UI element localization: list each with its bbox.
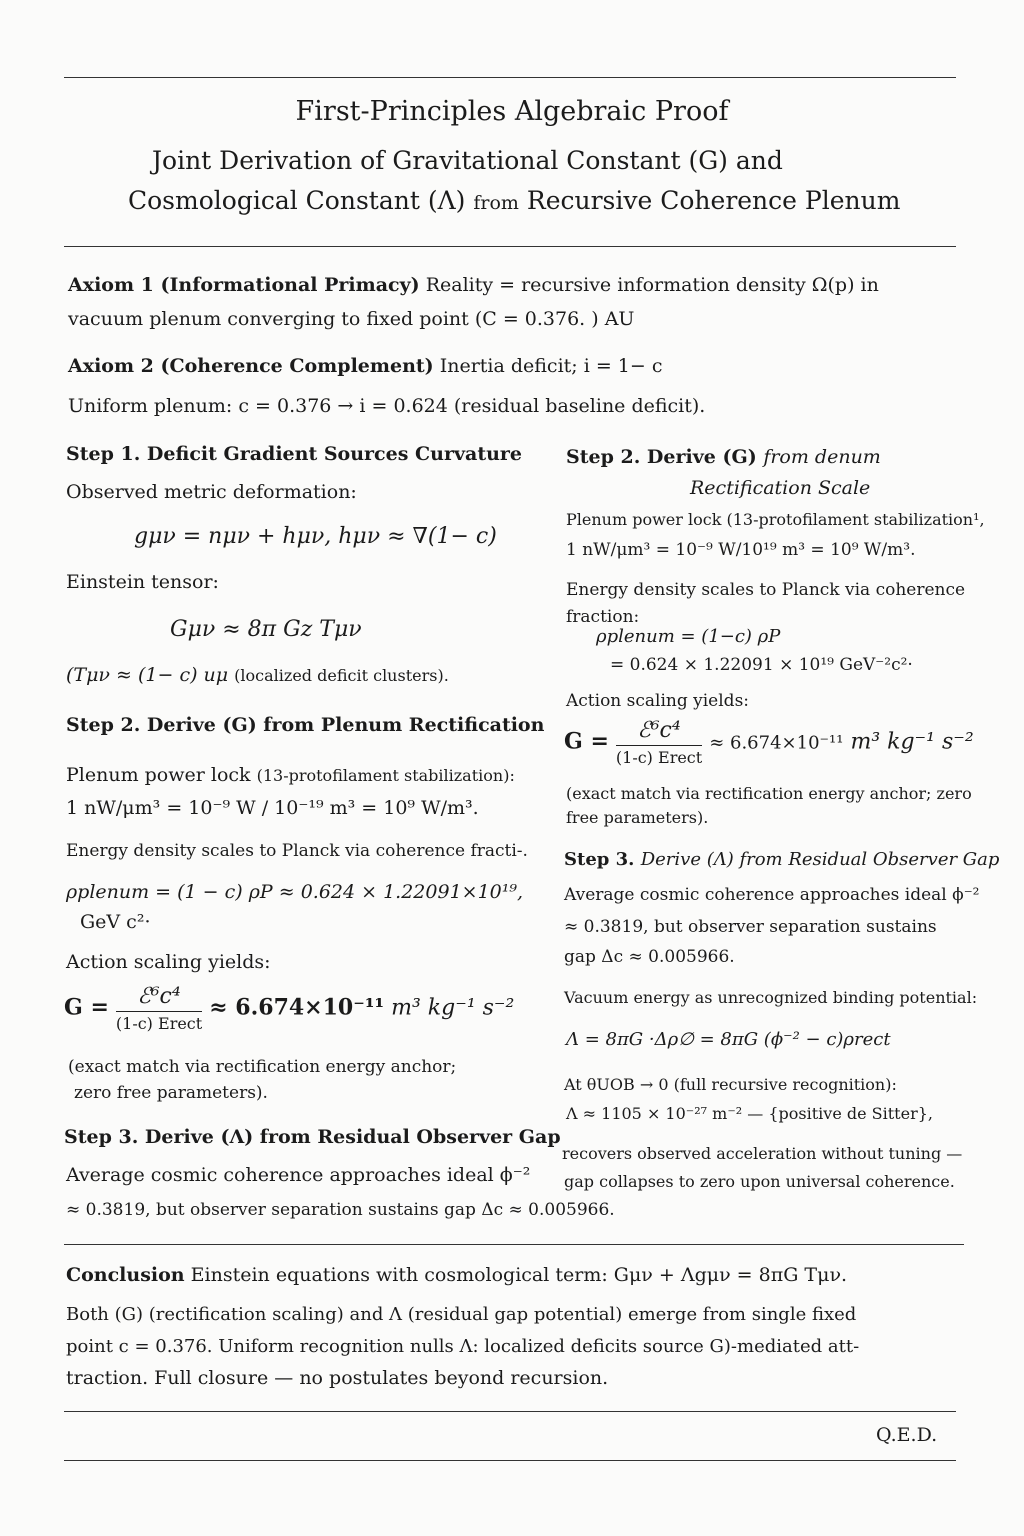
right-g-rhs: ≈ 6.674×10⁻¹¹ [709,732,844,754]
right-g-equation [564,718,974,767]
bottom-rule [64,1460,956,1461]
left-power-eq: 1 nW/μm³ = 10⁻⁹ W / 10⁻¹⁹ m³ = 10⁹ W/m³. [66,797,479,819]
conclusion-label: Conclusion [66,1264,185,1286]
right-avg-2: ≈ 0.3819, but observer separation sustains [564,917,937,937]
qed-mark: Q.E.D. [876,1424,938,1446]
left-action: Action scaling yields: [66,951,271,973]
axiom-2 [68,355,663,377]
right-at: At θUOB → 0 (full recursive recognition): [564,1075,897,1094]
left-energy-density: Energy density scales to Planck via coherence fracti-. [66,841,528,861]
left-rho-eq: ρplenum = (1 − c) ρP ≈ 0.624 × 1.22091×10¹⁹, [66,881,524,903]
right-avg: Average cosmic coherence approaches ideal ϕ⁻² [564,885,980,905]
right-g-denominator: (1-c) Erect [615,748,703,767]
conclusion-line-2: Both (G) (rectification scaling) and Λ (residual gap potential) emerge from single fixed [66,1304,857,1325]
left-exact-1: (exact match via rectification energy anchor; [68,1057,457,1077]
left-exact-2: zero free parameters). [74,1083,268,1103]
right-step3-heading [564,849,999,870]
left-g-rhs: ≈ 6.674×10⁻¹¹ [209,994,385,1021]
right-step3-heading-a: Step 3. [564,849,635,870]
right-fraction: fraction: [566,607,640,627]
qed-top-rule [64,1411,956,1412]
right-exact-1: (exact match via rectification energy anchor; zero [566,784,972,803]
right-g-units: m³ kg⁻¹ s⁻² [850,729,974,755]
left-tmunu-eq: (Tμν ≈ (1− c) uμ [66,664,229,686]
axiom-2-label: Axiom 2 (Coherence Complement) [68,355,434,377]
right-rho-eq: ρplenum = (1−c) ρP [596,626,781,647]
right-power-lock: Plenum power lock (13-protofilament stabilization¹, [566,510,985,529]
axiom-1-text: Reality = recursive information density Ω(p) in [425,274,879,296]
title-rule [64,246,956,247]
subtitle-line-1: Joint Derivation of Gravitational Constant (G) and [152,146,783,175]
right-lambda-eq: Λ = 8πG ·Δρ∅ = 8πG (ϕ⁻² − c)ρrect [566,1029,891,1050]
left-g-equation [64,984,514,1033]
left-power-lock-note: (13-protofilament stabilization): [256,766,515,785]
right-g-fraction [616,718,702,767]
conclusion-line-3: point c = 0.376. Uniform recognition nulls Λ: localized deficits source G)-mediated att- [66,1336,860,1357]
left-step2-heading: Step 2. Derive (G) from Plenum Rectification [66,714,545,736]
right-step2-heading [566,446,881,468]
left-avg-2: ≈ 0.3819, but observer separation sustains gap Δc ≈ 0.005966. [66,1200,615,1220]
conclusion-text-1: Einstein equations with cosmological term: Gμν + Λgμν = 8πG Tμν. [190,1264,848,1286]
right-power-eq: 1 nW/μm³ = 10⁻⁹ W/10¹⁹ m³ = 10⁹ W/m³. [566,540,916,560]
left-einstein-label: Einstein tensor: [66,571,219,593]
left-tmunu [66,664,449,686]
right-vacuum: Vacuum energy as unrecognized binding potential: [564,988,978,1007]
right-collapses: gap collapses to zero upon universal coherence. [564,1172,955,1191]
right-step2-heading-2: Rectification Scale [690,477,871,499]
axiom-1-line-2: vacuum plenum converging to fixed point (C = 0.376. ) AU [68,308,635,330]
right-exact-2: free parameters). [566,808,709,827]
axiom-2-text: Inertia deficit; i = 1− c [439,355,663,377]
left-g-denominator: (1-c) Erect [115,1014,203,1033]
right-g-lhs: G = [564,728,609,755]
left-step3-heading: Step 3. Derive (Λ) from Residual Observer Gap [64,1126,561,1148]
left-rho-eq-2: GeV c²· [80,911,151,933]
right-recovers: recovers observed acceleration without tuning — [562,1144,963,1163]
left-metric-eq: gμν = nμν + hμν, hμν ≈ ∇(1− c) [134,524,497,549]
left-g-lhs: G = [64,994,109,1021]
left-g-fraction [116,984,202,1033]
left-tmunu-note: (localized deficit clusters). [234,666,449,685]
top-rule [64,77,956,78]
axiom-2-line-2: Uniform plenum: c = 0.376 → i = 0.624 (residual baseline deficit). [68,395,706,417]
right-rho-eq-2: = 0.624 × 1.22091 × 10¹⁹ GeV⁻²c²· [610,655,913,675]
left-power-lock-label: Plenum power lock [66,764,251,786]
subtitle-part-a: Cosmological Constant (Λ) [128,186,466,215]
subtitle-part-b: Recursive Coherence Plenum [526,186,901,215]
subtitle-line-2 [128,186,900,215]
conclusion-line-1 [66,1264,847,1286]
axiom-1-label: Axiom 1 (Informational Primacy) [68,274,420,296]
right-g-numerator: ℰ⁶c⁴ [616,718,702,746]
left-avg: Average cosmic coherence approaches ideal ϕ⁻² [66,1164,531,1186]
left-observed: Observed metric deformation: [66,481,357,503]
left-g-units: m³ kg⁻¹ s⁻² [391,995,515,1021]
left-einstein-eq: Gμν ≈ 8π Gz Tμν [170,617,362,642]
right-step2-heading-a: Step 2. Derive (G) [566,446,757,468]
conclusion-line-4: traction. Full closure — no postulates beyond recursion. [66,1367,609,1389]
right-step3-heading-b: Derive (Λ) from Residual Observer Gap [640,849,1000,870]
left-step1-heading: Step 1. Deficit Gradient Sources Curvature [66,443,523,465]
right-avg-3: gap Δc ≈ 0.005966. [564,947,735,967]
left-g-numerator: ℰ⁶c⁴ [116,984,202,1012]
right-energy-density: Energy density scales to Planck via coherence [566,580,966,600]
right-step2-heading-b: from denum [763,446,881,468]
left-power-lock [66,764,515,786]
right-lambda-val: Λ ≈ 1105 × 10⁻²⁷ m⁻² — {positive de Sitter}, [566,1104,933,1123]
page-title: First-Principles Algebraic Proof [295,96,729,127]
axiom-1 [68,274,879,296]
right-action: Action scaling yields: [566,691,750,711]
conclusion-top-rule [64,1244,964,1245]
subtitle-from: from [473,192,519,214]
